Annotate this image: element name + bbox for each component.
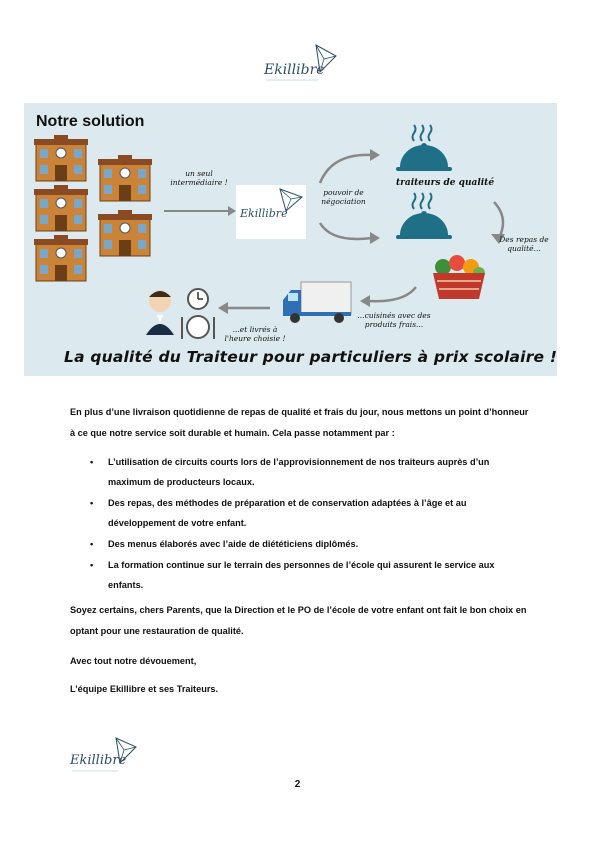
bullet-icon: •: [90, 498, 94, 508]
signature-line: L’équipe Ekillibre et ses Traiteurs.: [70, 684, 219, 694]
list-item-text: Des menus élaborés avec l’aide de diététiciens diplômés.: [108, 539, 359, 549]
arrow-right-icon: [162, 203, 237, 219]
list-item: [90, 534, 530, 554]
intro-paragraph: En plus d’une livraison quotidienne de repas de qualité et frais du jour, nous mettons un point d’honneur à ce que notre service soit durable et humain. Cela passe notamment par :: [70, 407, 529, 438]
intermediary-logo: [236, 185, 306, 239]
logo-wordmark: Ekillibre: [264, 62, 325, 78]
vegetable-basket-icon: [429, 253, 489, 303]
logo-wordmark: Ekillibre: [70, 753, 127, 768]
list-item-text: Des repas, des méthodes de préparation et de conservation adaptées à l’âge et au développement de votre enfant.: [108, 498, 467, 528]
list-item: [90, 555, 530, 595]
commitments-list: [90, 452, 530, 596]
delivery-van-icon: [279, 278, 354, 326]
list-item-text: L’utilisation de circuits courts lors de l’approvisionnement de nos traiteurs auprès d’un maximum de producteurs locaux.: [108, 457, 490, 487]
solution-infographic: [24, 103, 557, 376]
school-buildings-icon: [34, 135, 159, 285]
bullet-icon: •: [90, 560, 94, 570]
caterers-label: traiteurs de qualité: [396, 178, 495, 188]
arrow-left-icon: [214, 298, 274, 318]
branch-arrows-icon: [312, 143, 382, 253]
regards-line: Avec tout notre dévouement,: [70, 656, 197, 666]
infographic-title: Notre solution: [36, 113, 145, 130]
brand-logo-top: [258, 42, 338, 92]
quality-meals-label: Des repas de qualité...: [499, 235, 549, 253]
intermediary-logo-text: Ekillibre: [240, 207, 288, 220]
fresh-produce-label: ...cuisinés avec des produits frais...: [357, 311, 431, 329]
infographic-tagline: La qualité du Traiteur pour particuliers à prix scolaire !: [64, 348, 558, 366]
list-item: [90, 493, 530, 533]
brand-logo-bottom: [68, 735, 148, 780]
bullet-icon: •: [90, 457, 94, 467]
arrow-left-icon: [354, 283, 424, 313]
closing-paragraph: Soyez certains, chers Parents, que la Direction et le PO de l’école de votre enfant ont fait le bon choix en optant pour une restauration de qualité.: [70, 605, 527, 636]
bullet-icon: •: [90, 539, 94, 549]
intermediary-label: un seul intermédiaire !: [170, 169, 228, 187]
delivered-label: ...et livrés à l'heure choisie !: [224, 325, 286, 343]
child-meal-icon: [142, 285, 217, 345]
negotiation-label: pouvoir de négociation: [321, 188, 366, 206]
page-number: 2: [294, 779, 301, 790]
list-item: [90, 452, 530, 492]
list-item-text: La formation continue sur le terrain des personnes de l’école qui assurent le service aux enfants.: [108, 560, 495, 590]
